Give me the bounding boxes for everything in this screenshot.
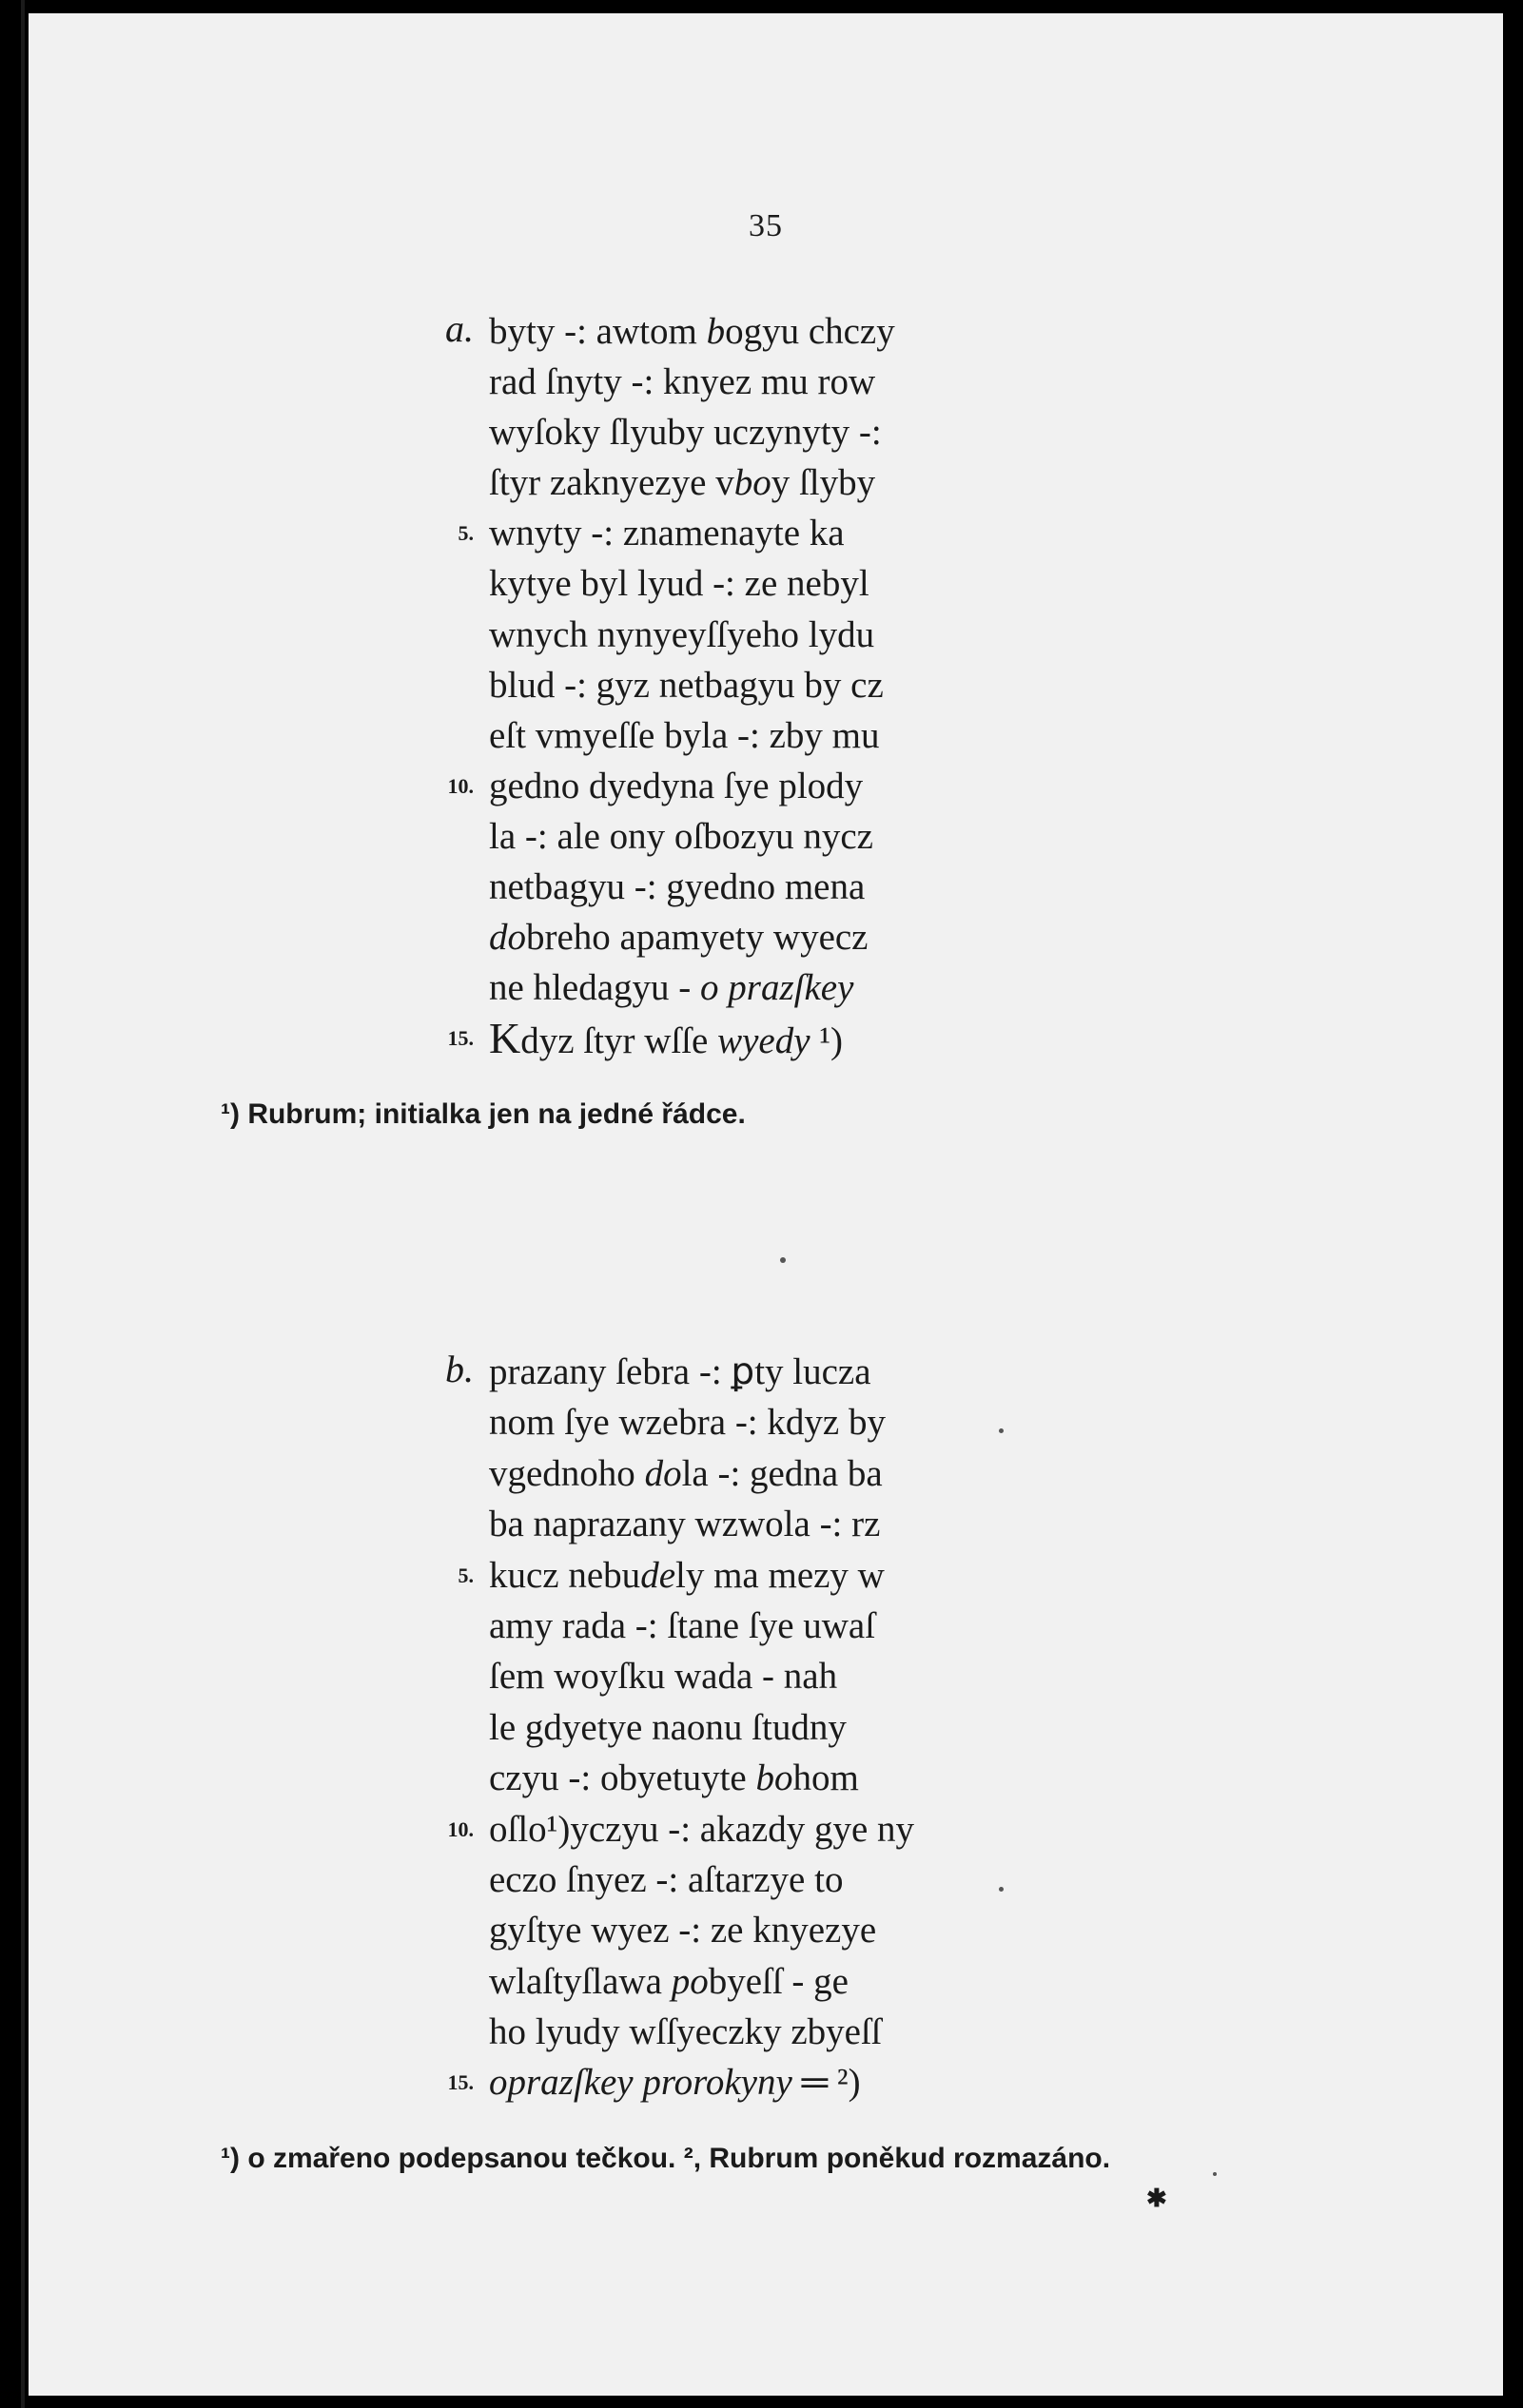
ink-speck [999, 1887, 1004, 1892]
line-text: ne hledagyu - o prazſkey [489, 967, 854, 1009]
line-text: gedno dyedyna ſye plody [489, 765, 864, 806]
page-number: 35 [749, 208, 783, 243]
line-text: wlaſtyſlawa pobyeſſ - ge [489, 1960, 849, 2002]
ink-speck [780, 1257, 786, 1263]
section-marker-a: a. [445, 307, 474, 350]
line-text: blud -: gyz netbagyu by cz [489, 664, 884, 706]
line-text: amy rada -: ſtane ſye uwaſ [489, 1604, 876, 1646]
line-text: ſem woyſku wada - nah [489, 1656, 838, 1698]
line-text: Kdyz ſtyr wſſe wyedy ¹) [489, 1014, 843, 1063]
line-text: gyſtye wyez -: ze knyezye [489, 1910, 877, 1952]
line-text: ſtyr zaknyezye vboy ſlyby [489, 462, 876, 504]
line-text: le gdyetye naonu ſtudny [489, 1706, 847, 1748]
line-text: prazany ſebra -: ꝑty lucza [489, 1351, 871, 1392]
footnote-b: ¹) o zmařeno podepsanou tečkou. ², Rubrum poněkud rozmazáno. [221, 2143, 1111, 2174]
asterisk-mark: ✱ [1146, 2185, 1167, 2212]
line-text: czyu -: obyetuyte bohom [489, 1757, 859, 1799]
section-marker-b: b. [445, 1348, 474, 1390]
line-text: wnych nynyeyſſyeho lydu [489, 613, 875, 655]
line-number: 5. [458, 1563, 474, 1587]
line-text: ba naprazany wzwola -: rz [489, 1504, 881, 1545]
line-text: wnyty -: znamenayte ka [489, 513, 845, 554]
line-text: kucz nebudely ma mezy w [489, 1554, 885, 1596]
line-number: 10. [447, 773, 474, 798]
line-text: nom ſye wzebra -: kdyz by [489, 1402, 886, 1444]
page-edge-shadow [21, 0, 25, 2408]
line-text: oſlo¹)yczyu -: akazdy gye ny [489, 1808, 915, 1850]
line-number: 10. [447, 1816, 474, 1841]
line-text: vgednoho dola -: gedna ba [489, 1452, 883, 1494]
document-page [29, 13, 1503, 2396]
ink-speck [999, 1428, 1004, 1433]
line-text: byty -: awtom bogyu chczy [489, 311, 895, 352]
line-text: netbagyu -: gyedno mena [489, 866, 866, 908]
line-text: eczo ſnyez -: aſtarzye to [489, 1858, 844, 1900]
footnote-a: ¹) Rubrum; initialka jen na jedné řádce. [221, 1098, 746, 1130]
line-text: dobreho apamyety wyecz [489, 917, 869, 959]
line-text: la -: ale ony oſbozyu nycz [489, 815, 873, 857]
line-number: 15. [447, 1026, 474, 1051]
ink-speck [1213, 2172, 1217, 2176]
line-number: 15. [447, 2070, 474, 2095]
line-text: eſt vmyeſſe byla -: zby mu [489, 714, 880, 756]
line-text: wyſoky ſlyuby uczynyty -: [489, 412, 882, 454]
line-text: kytye byl lyud -: ze nebyl [489, 563, 869, 605]
line-number: 5. [458, 521, 474, 546]
line-text: oprazſkey prorokyny ═ ²) [489, 2062, 861, 2104]
line-text: ho lyudy wſſyeczky zbyeſſ [489, 2011, 882, 2053]
line-text: rad ſnyty -: knyez mu row [489, 361, 876, 403]
